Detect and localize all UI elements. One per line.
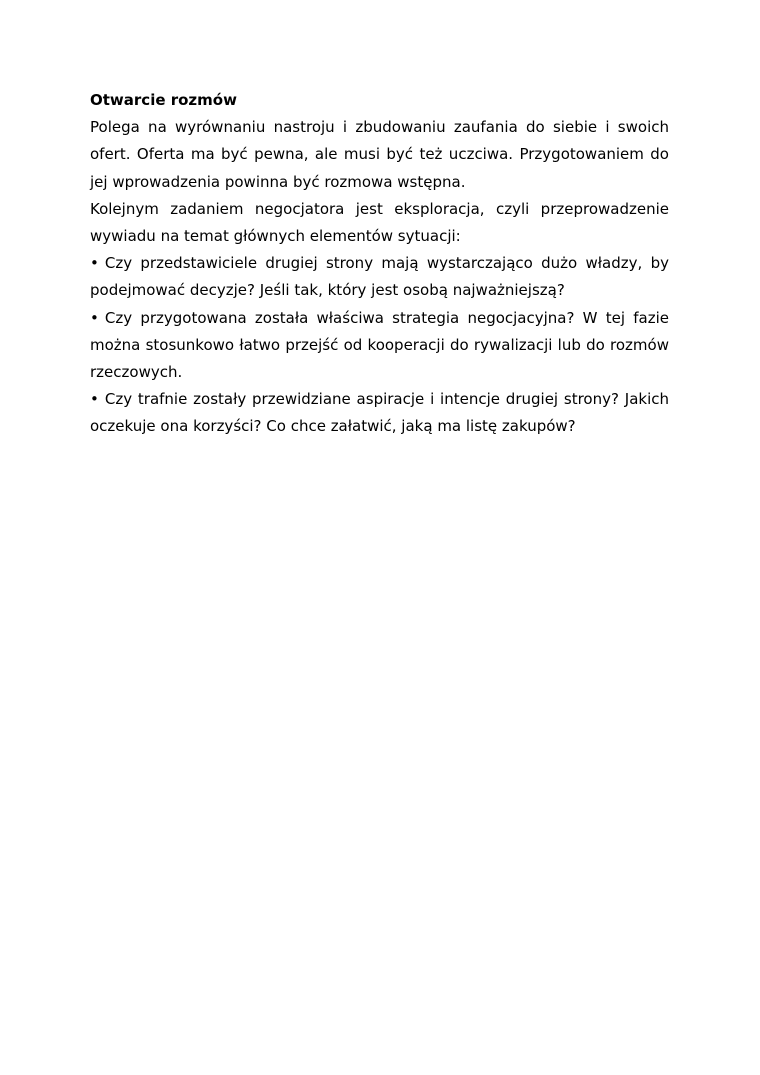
- bullet-text: Czy przygotowana została właściwa strategia negocjacyjna? W tej fazie można stosunkowo łatwo przejść od kooperacji do rywalizacji lub do rozmów rzeczowych.: [90, 308, 669, 382]
- bullet-text: Czy przedstawiciele drugiej strony mają wystarczająco dużo władzy, by podejmować decyzje? Jeśli tak, który jest osobą najważniejszą?: [90, 254, 669, 300]
- paragraph-exploration: Kolejnym zadaniem negocjatora jest eksploracja, czyli przeprowadzenie wywiadu na temat głównych elementów sytuacji:: [90, 199, 669, 246]
- bullet-icon: •: [90, 254, 99, 273]
- bullet-icon: •: [90, 390, 99, 409]
- section-heading: Otwarcie rozmów: [90, 91, 237, 109]
- bullet-item: [90, 250, 669, 304]
- bullet-item: [90, 386, 669, 440]
- bullet-item: [90, 305, 669, 387]
- bullet-icon: •: [90, 308, 99, 327]
- paragraph-intro: Polega na wyrównaniu nastroju i zbudowaniu zaufania do siebie i swoich ofert. Oferta ma być pewna, ale musi być też uczciwa. Przygotowaniem do jej wprowadzenia powinna być rozmowa wstępna.: [90, 118, 669, 191]
- bullet-text: Czy trafnie zostały przewidziane aspiracje i intencje drugiej strony? Jakich oczekuje ona korzyści? Co chce załatwić, jaką ma listę zakupów?: [90, 390, 669, 436]
- document-body: [90, 87, 669, 441]
